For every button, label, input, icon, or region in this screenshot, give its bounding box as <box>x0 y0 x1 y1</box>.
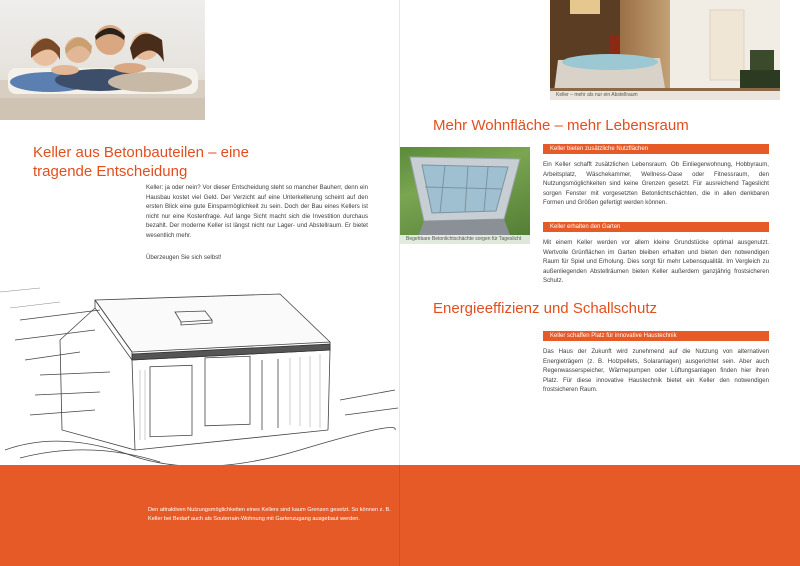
left-closing-text: Überzeugen Sie sich selbst! <box>146 254 222 261</box>
right-heading-energy: Energieeffizienz und Schallschutz <box>433 300 658 317</box>
footer-band-fold <box>399 465 400 566</box>
footer-caption: Den attraktiven Nutzungsmöglichkeiten eines Kellers sind kaum Grenzen gesetzt. So können z. B. Keller bei Bedarf auch als Souterrain-Wohnung mit Gartenzugang ausgebaut werden. <box>148 507 391 522</box>
section-body-technology: Das Haus der Zukunft wird zunehmend auf die Nutzung von alternativen Energieträgern (z. B. Holzpellets, Solaranlagen) ausgerichtet sein. Aber auch Regenwasserspeicher, Wärmepumpen oder Lüftungsanlagen finden hier ihren Platz. Für diese innovative Haustechnik bietet ein Keller den notwendigen frostsicheren Raum. <box>543 348 769 394</box>
basement-sketch <box>0 280 400 465</box>
section-body-garden: Mit einem Keller werden vor allem kleine Grundstücke optimal ausgenutzt. Wertvolle Grünflächen im Garten bleiben erhalten und bieten den notwendigen Raum für Spiel und Erholung. Dies sorgt für mehr Lebensqualität. Im Vergleich zu außenliegenden Abstellräumen bieten Keller außerdem ganzjährig frostsicheren Schutz. <box>543 239 769 285</box>
family-photo <box>0 0 205 120</box>
section-bar-technology: Keller schaffen Platz für innovative Haustechnik <box>543 331 769 341</box>
right-heading-living-space: Mehr Wohnfläche – mehr Lebensraum <box>433 117 689 134</box>
section-body-usable-space: Ein Keller schafft zusätzlichen Lebensraum. Ob Einliegerwohnung, Hobbyraum, Arbeitsplatz, Wäschekammer, Wellness-Oase oder Fitnessraum, den Nutzungsmöglichkeiten sind keine Grenzen gesetzt. Für ausreichend Tageslicht sorgen Fenster mit vorgesetzten Betonlichtschächten, die in allen denkbaren Formen und Größen gefertigt werden können. <box>543 161 769 207</box>
light-well-photo <box>400 147 530 244</box>
spa-photo <box>550 0 780 100</box>
spa-caption: Keller – mehr als nur ein Abstellraum <box>550 91 780 100</box>
section-bar-usable-space: Keller bieten zusätzliche Nutzflächen <box>543 144 769 154</box>
light-well-caption: Begehbare Betonlichtschächte sorgen für Tageslicht <box>400 235 530 244</box>
footer-band <box>0 465 800 566</box>
left-body-text: Keller: ja oder nein? Vor dieser Entscheidung steht so mancher Bauherr, denn ein Hausbau kostet viel Geld. Der Verzicht auf eine Unterkellerung scheint auf den ersten Blick eine gute Einsparmöglichkeit zu sein. Doch der Bau eines Kellers ist nicht nur eine Kostenfrage. Auf lange Sicht macht sich die Investition durchaus bezahlt. Der moderne Keller ist längst nicht nur Lager- und Abstellraum. Er bietet wesentlich mehr. <box>146 184 368 239</box>
section-bar-garden: Keller erhalten den Garten <box>543 222 769 232</box>
left-heading: Keller aus Betonbauteilen – eine tragende Entscheidung <box>33 144 249 180</box>
